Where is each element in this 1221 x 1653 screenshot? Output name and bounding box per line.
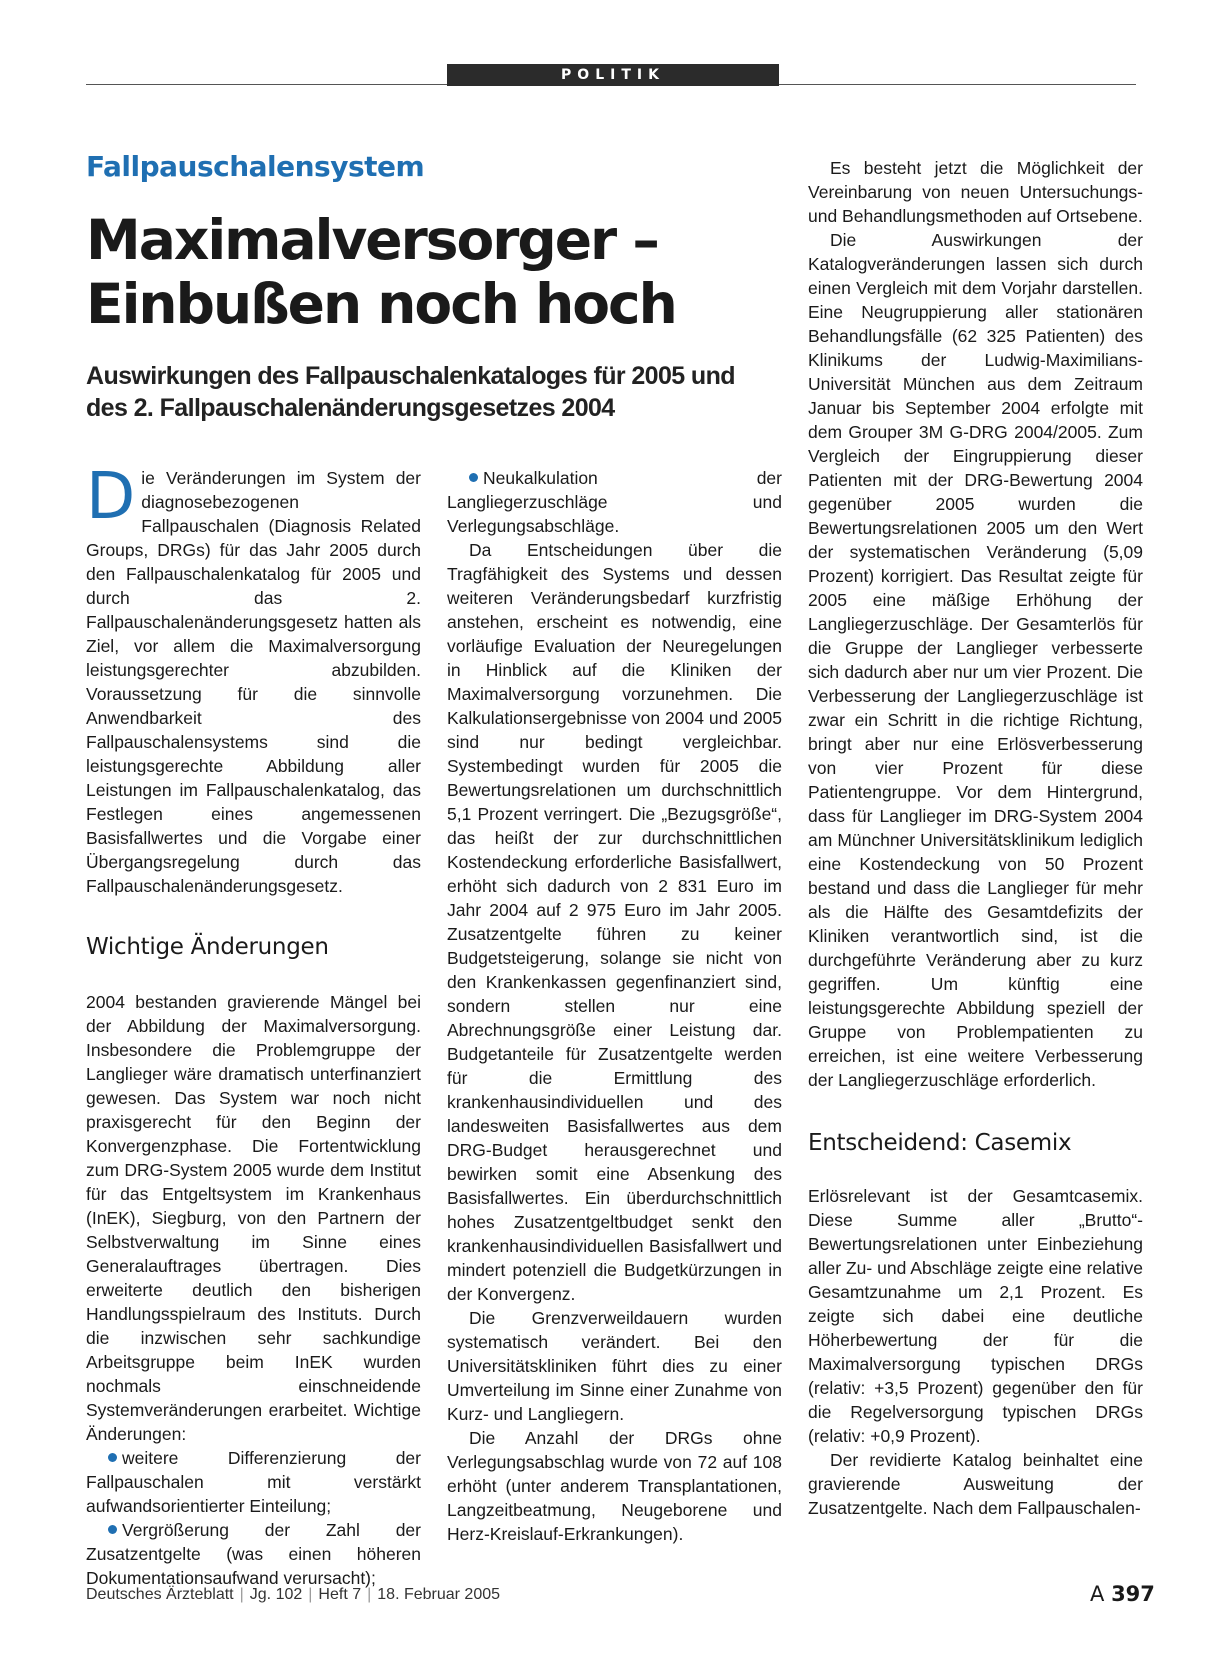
body-paragraph: Erlösrelevant ist der Gesamtcasemix. Diese Summe aller „Brutto“-Bewertungsrelationen unter Einbeziehung aller Zu- und Abschläge zeigte eine relative Gesamtzunahme um 2,1 Prozent. Es zeigte sich dabei eine deutliche Höherbewertung der für die Maximalversorgung typischen DRGs (relativ: +3,5 Prozent) gegenüber den für die Regelversorgung typischen DRGs (relativ: +0,9 Prozent). (808, 1186, 1143, 1446)
footer-citation (86, 1586, 500, 1604)
article-kicker: Fallpauschalensystem (86, 150, 425, 183)
page-prefix: A (1090, 1582, 1105, 1606)
journal-volume: Jg. 102 (249, 1586, 303, 1603)
bullet-item (86, 1446, 421, 1518)
column-2 (447, 466, 782, 1546)
body-paragraph: Der revidierte Katalog beinhaltet eine gravierende Ausweitung der Zusatzentgelte. Nach dem Fallpauschalen- (808, 1450, 1143, 1518)
footer-separator: | (367, 1586, 372, 1603)
page-number-value: 397 (1111, 1582, 1155, 1606)
section-heading-wichtige-aenderungen: Wichtige Änderungen (86, 934, 329, 960)
section-heading-casemix: Entscheidend: Casemix (808, 1130, 1072, 1156)
journal-date: 18. Februar 2005 (377, 1586, 501, 1603)
bullet-text: Neukalkulation der Langliegerzuschläge und Verlegungsabschläge. (447, 468, 782, 536)
body-paragraph: 2004 bestanden gravierende Mängel bei der Abbildung der Maximalversorgung. Insbesondere die Problemgruppe der Langlieger wäre dramatisch unterfinanziert gewesen. Das System war noch nicht praxisgerecht für den Beginn der Konvergenzphase. Die Fortentwicklung zum DRG-System 2005 wurde dem Institut für das Entgeltsystem im Krankenhaus (InEK), Siegburg, von den Partnern der Selbstverwaltung im Sinne eines Generalauftrages übertragen. Dies erweiterte deutlich den bisherigen Handlungsspielraum des Instituts. Durch die inzwischen sehr sachkundige Arbeitsgruppe beim InEK wurden nochmals einschneidende Systemveränderungen erarbeitet. Wichtige Änderungen: (86, 992, 421, 1444)
body-paragraph: Es besteht jetzt die Möglichkeit der Vereinbarung von neuen Untersuchungs- und Behandlungsmethoden auf Ortsebene. (808, 158, 1143, 226)
body-paragraph: Die Auswirkungen der Katalogveränderungen lassen sich durch einen Vergleich mit dem Vorjahr darstellen. Eine Neugruppierung aller stationären Behandlungsfälle (62 325 Patienten) des Klinikums der Ludwig-Maximilians-Universität München aus dem Zeitraum Januar bis September 2004 erfolgte mit dem Grouper 3M G-DRG 2004/2005. Zum Vergleich der Eingruppierung dieser Patienten mit der DRG-Bewertung 2004 gegenüber 2005 wurden die Bewertungsrelationen 2005 um den Wert der systematischen Veränderung (5,09 Prozent) korrigiert. Das Resultat zeigte für 2005 eine mäßige Erhöhung der Langliegerzuschläge. Der Gesamterlös für die Gruppe der Langlieger verbesserte sich dadurch aber nur um vier Prozent. Die Verbesserung der Langliegerzuschläge ist zwar ein Schritt in die richtige Richtung, bringt aber nur eine Erlösverbesserung von vier Prozent für diese Patientengruppe. Vor dem Hintergrund, dass für Langlieger im DRG-System 2004 am Münchner Universitätsklinikum lediglich eine Kostendeckung von 50 Prozent bestand und dass die Langlieger für mehr als die Hälfte des Gesamtdefizits der Kliniken verantwortlich sind, ist die durchgeführte Veränderung aber zu kurz gegriffen. Um künftig eine leistungsgerechte Abbildung speziell der Gruppe von Problempatienten zu erreichen, ist eine weitere Verbesserung der Langliegerzuschläge erforderlich. (808, 230, 1143, 1090)
journal-issue: Heft 7 (318, 1586, 362, 1603)
body-paragraph: Die Anzahl der DRGs ohne Verlegungsabschlag wurde von 72 auf 108 erhöht (unter anderem Transplantationen, Langzeitbeatmung, Neugeborene und Herz-Kreislauf-Erkrankungen). (447, 1428, 782, 1544)
bullet-dot-icon (108, 1453, 117, 1462)
body-paragraph: Da Entscheidungen über die Tragfähigkeit des Systems und dessen weiteren Veränderungsbedarf kurzfristig anstehen, erscheint es notwendig, eine vorläufige Evaluation der Neuregelungen in Hinblick auf die Kliniken der Maximalversorgung vorzunehmen. Die Kalkulationsergebnisse von 2004 und 2005 sind nur bedingt vergleichbar. Systembedingt wurden für 2005 die Bewertungsrelationen um durchschnittlich 5,1 Prozent verringert. Die „Bezugsgröße“, das heißt der zur durchschnittlichen Kostendeckung erforderliche Basisfallwert, erhöht sich dadurch von 2 831 Euro im Jahr 2004 auf 2 975 Euro im Jahr 2005. Zusatzentgelte führen zu keiner Budgetsteigerung, solange sie nicht von den Krankenkassen gegenfinanziert sind, sondern stellen nur eine Abrechnungsgröße einer Leistung dar. Budgetanteile für Zusatzentgelte werden für die Ermittlung des krankenhausindividuellen und des landesweiten Basisfallwertes aus dem DRG-Budget herausgerechnet und bewirken somit eine Absenkung des Basisfallwertes. Ein überdurchschnittlich hohes Zusatzentgeltbudget senkt den krankenhausindividuellen Basisfallwert und mindert potenziell die Budgetkürzungen in der Konvergenz. (447, 540, 782, 1304)
article-subhead: Auswirkungen des Fallpauschalenkataloges für 2005 und des 2. Fallpauschalenänderungsgesetzes 2004 (86, 362, 735, 422)
bullet-dot-icon (108, 1525, 117, 1534)
drop-cap: D (86, 460, 136, 534)
article-headline: Maximalversorger – Einbußen noch hoch (86, 208, 676, 336)
bullet-item (86, 1518, 421, 1590)
lead-paragraph (86, 460, 421, 898)
bullet-dot-icon (469, 473, 478, 482)
lead-text: ie Veränderungen im System der diagnosebezogenen Fallpauschalen (Diagnosis Related Groups, DRGs) für das Jahr 2005 durch den Fallpauschalenkatalog für 2005 und durch das 2. Fallpauschalenänderungsgesetz hatten als Ziel, vor allem die Maximalversorgung leistungsgerechter abzubilden. Voraussetzung für die sinnvolle Anwendbarkeit des Fallpauschalensystems sind die leistungsgerechte Abbildung aller Leistungen im Fallpauschalenkatalog, das Festlegen eines angemessenen Basisfallwertes und die Vorgabe einer Übergangsregelung durch das Fallpauschalenänderungsgesetz. (86, 468, 421, 896)
column-1 (86, 460, 421, 1590)
footer-separator: | (308, 1586, 313, 1603)
column-3 (808, 156, 1143, 1520)
page-number (1090, 1582, 1155, 1606)
bullet-text: weitere Differenzierung der Fallpauschalen mit verstärkt aufwandsorientierter Einteilung; (86, 1448, 421, 1516)
footer-separator: | (239, 1586, 244, 1603)
bullet-text: Vergrößerung der Zahl der Zusatzentgelte (was einen höheren Dokumentationsaufwand verursacht); (86, 1520, 421, 1588)
journal-name: Deutsches Ärzteblatt (86, 1586, 234, 1603)
bullet-item (447, 466, 782, 538)
body-paragraph: Die Grenzverweildauern wurden systematisch verändert. Bei den Universitätskliniken führt dies zu einer Umverteilung im Sinne einer Zunahme von Kurz- und Langliegern. (447, 1308, 782, 1424)
section-label: POLITIK (447, 64, 779, 86)
